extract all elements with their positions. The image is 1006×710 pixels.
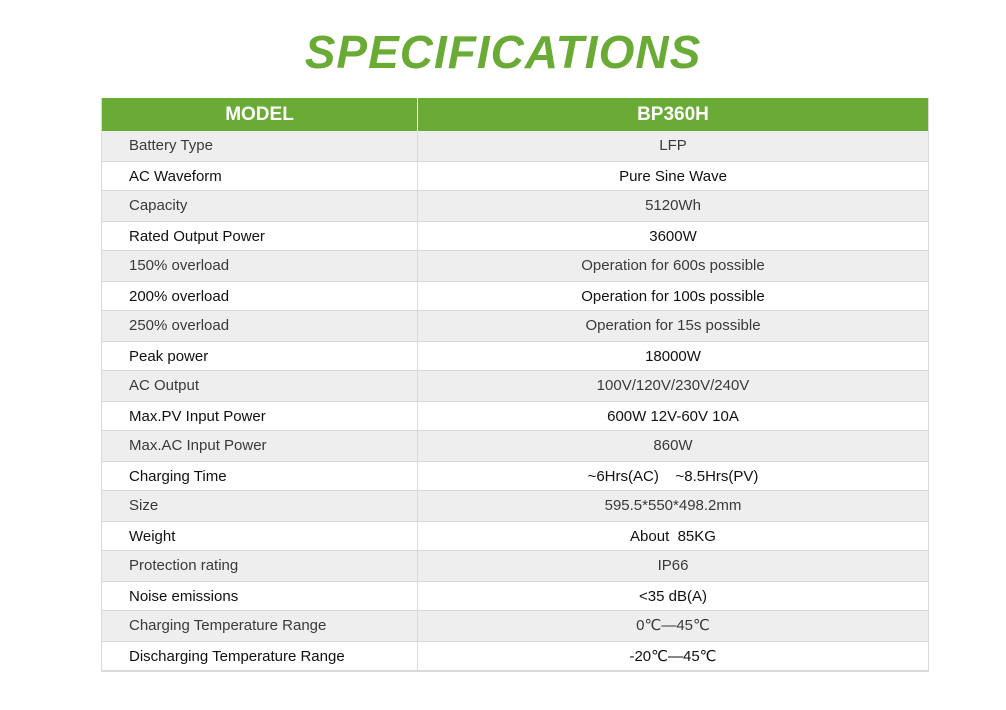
spec-value: 0℃—45℃ [636,617,710,634]
spec-value: IP66 [657,557,689,574]
table-row [102,341,928,371]
spec-label: AC Output [102,371,418,401]
spec-value: -20℃—45℃ [629,648,717,665]
table-row [102,611,928,641]
spec-label: Capacity [102,191,418,221]
spec-label: Noise emissions [102,582,418,610]
page-title: SPECIFICATIONS [304,26,702,78]
table-body [102,131,928,671]
spec-label: Charging Time [102,462,418,490]
spec-label: Battery Type [102,131,418,161]
spec-label: Discharging Temperature Range [102,642,418,670]
specifications-table [101,98,929,672]
spec-value: ~6Hrs(AC) ~8.5Hrs(PV) [587,468,759,485]
spec-value: 5120Wh [645,197,701,214]
spec-value: LFP [659,137,687,154]
spec-label: Size [102,491,418,521]
table-row [102,401,928,431]
table-row [102,521,928,551]
table-row [102,191,928,221]
header-model-label: MODEL [102,98,418,131]
table-row [102,251,928,281]
table-header [102,98,928,131]
spec-label: AC Waveform [102,162,418,190]
table-row [102,371,928,401]
spec-value: Operation for 15s possible [585,317,761,334]
spec-label: 200% overload [102,282,418,310]
spec-label: Max.AC Input Power [102,431,418,461]
table-row [102,581,928,611]
spec-value: <35 dB(A) [639,588,707,605]
table-row [102,161,928,191]
spec-label: Max.PV Input Power [102,402,418,430]
spec-value: About 85KG [630,528,716,545]
spec-value: Pure Sine Wave [619,168,727,185]
table-row [102,221,928,251]
table-row [102,641,928,671]
spec-label: 250% overload [102,311,418,341]
spec-value: 860W [653,437,693,454]
spec-label: Protection rating [102,551,418,581]
table-row [102,461,928,491]
spec-label: Weight [102,522,418,550]
spec-value: 3600W [649,228,697,245]
table-row [102,431,928,461]
spec-value: Operation for 600s possible [581,257,765,274]
header-model-value: BP360H [637,104,709,125]
spec-value: 595.5*550*498.2mm [604,497,742,514]
spec-label: 150% overload [102,251,418,281]
table-row [102,281,928,311]
table-row [102,491,928,521]
spec-value: 600W 12V-60V 10A [607,408,739,425]
spec-value: Operation for 100s possible [581,288,765,305]
spec-value: 18000W [645,348,701,365]
spec-label: Charging Temperature Range [102,611,418,641]
table-row [102,311,928,341]
table-row [102,551,928,581]
table-row [102,131,928,161]
spec-label: Rated Output Power [102,222,418,250]
spec-label: Peak power [102,342,418,370]
spec-value: 100V/120V/230V/240V [596,377,750,394]
